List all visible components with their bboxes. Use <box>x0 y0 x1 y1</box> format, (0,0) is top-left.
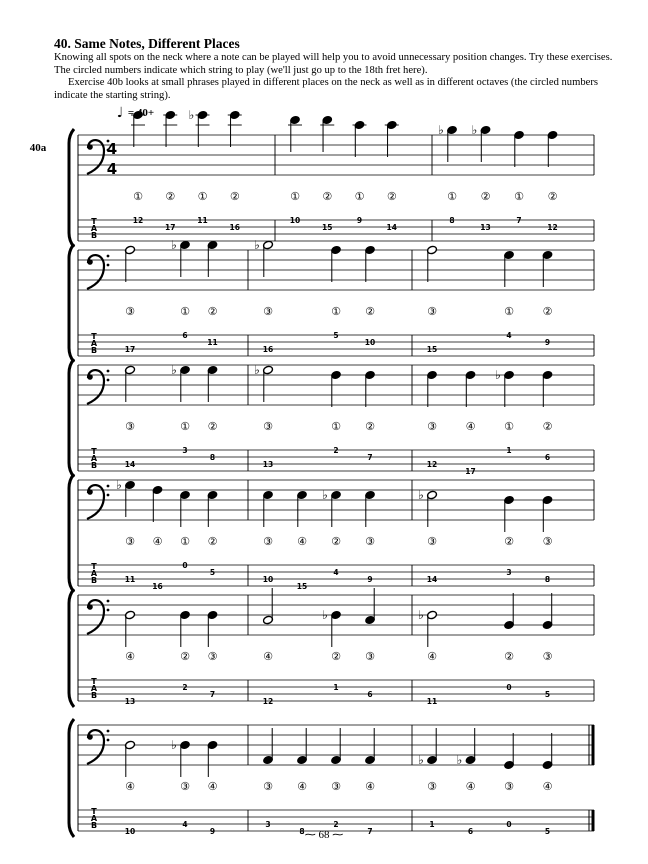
tab-fret-number: 11 <box>197 216 208 225</box>
tab-fret-number: 6 <box>182 331 188 340</box>
tab-fret-number: 15 <box>426 345 438 354</box>
tab-fret-number: 3 <box>182 446 188 455</box>
tab-fret-number: 6 <box>467 827 474 836</box>
string-number: ② <box>365 420 375 433</box>
string-number: ④ <box>207 780 218 793</box>
string-number: ② <box>207 535 218 548</box>
tab-fret-number: 14 <box>386 223 397 232</box>
string-number: ② <box>207 305 218 318</box>
flat-accidental: ♭ <box>254 238 260 252</box>
string-number: ② <box>542 305 553 318</box>
tab-fret-number: 15 <box>322 223 333 232</box>
system-2 <box>69 240 594 362</box>
tab-fret-number: 6 <box>367 690 373 699</box>
tab-clef-letter: T <box>91 217 97 226</box>
system-bracket <box>69 719 74 837</box>
string-number: ① <box>354 190 365 203</box>
tab-fret-number: 10 <box>364 338 376 347</box>
string-number: ③ <box>427 535 437 548</box>
tab-fret-number: 6 <box>544 453 551 462</box>
page-number <box>0 828 648 841</box>
system-bracket <box>69 244 74 362</box>
flat-accidental: ♭ <box>171 738 177 752</box>
tab-fret-number: 12 <box>262 697 274 706</box>
tab-fret-number: 7 <box>367 827 373 836</box>
string-number: ③ <box>504 780 514 793</box>
tab-clef-letter: A <box>90 224 98 233</box>
time-signature-top: 4 <box>106 140 118 158</box>
tab-fret-number: 17 <box>124 345 136 354</box>
string-number: ② <box>480 190 491 203</box>
time-signature-bottom: 4 <box>106 160 118 178</box>
tab-fret-number: 16 <box>229 223 240 232</box>
string-number: ② <box>547 190 558 203</box>
page-ornament-right: ⁓ <box>329 829 344 841</box>
string-number: ① <box>133 190 143 203</box>
tab-clef-letter: B <box>90 691 98 700</box>
bass-clef-dot <box>87 374 93 380</box>
tab-clef-letter: B <box>90 231 98 240</box>
tab-clef-letter: T <box>91 677 97 686</box>
exercise-40b-paragraph-text: Exercise 40b looks at small phrases played in different places on the neck as well as in different octaves (the circled numbers indicate the starting string). <box>54 77 598 101</box>
string-number: ③ <box>180 780 190 793</box>
system-3 <box>69 359 594 477</box>
tab-clef-letter: A <box>90 339 98 348</box>
string-number: ② <box>365 305 375 318</box>
tab-fret-number: 16 <box>262 345 274 354</box>
string-number: ④ <box>465 420 476 433</box>
tab-fret-number: 2 <box>333 446 339 455</box>
tab-fret-number: 17 <box>165 223 176 232</box>
string-number: ③ <box>542 650 553 663</box>
bass-clef-dot <box>107 255 110 258</box>
tab-clef-letter: T <box>91 447 97 456</box>
bass-clef-dot <box>107 485 110 488</box>
tab-fret-number: 9 <box>367 575 373 584</box>
flat-accidental: ♭ <box>322 488 328 502</box>
tab-fret-number: 2 <box>333 820 339 829</box>
system-bracket <box>69 129 74 247</box>
string-number: ③ <box>207 650 218 663</box>
string-number: ② <box>542 420 553 433</box>
bass-clef-dot <box>107 739 110 742</box>
bass-clef-dot <box>107 494 110 497</box>
tab-clef-letter: T <box>91 562 97 571</box>
tab-fret-number: 13 <box>480 223 491 232</box>
tempo-marking: = 40+ <box>127 107 155 119</box>
tab-clef-letter: B <box>90 461 98 470</box>
string-number: ① <box>290 190 300 203</box>
flat-accidental: ♭ <box>171 238 177 252</box>
string-number: ② <box>207 420 218 433</box>
string-number: ② <box>386 190 397 203</box>
tab-clef-letter: T <box>91 332 97 341</box>
tab-fret-number: 17 <box>465 467 476 476</box>
system-6 <box>69 719 594 837</box>
tab-fret-number: 5 <box>544 827 551 836</box>
tab-fret-number: 10 <box>289 216 301 225</box>
tab-fret-number: 7 <box>209 690 216 699</box>
bass-clef-dot <box>107 264 110 267</box>
string-number: ① <box>331 420 341 433</box>
system-5 <box>69 588 594 707</box>
tab-clef-letter: B <box>90 346 98 355</box>
string-number: ② <box>180 650 190 663</box>
tab-fret-number: 11 <box>207 338 218 347</box>
string-number: ③ <box>263 305 273 318</box>
system-bracket <box>69 359 74 477</box>
flat-accidental: ♭ <box>495 368 501 382</box>
string-number: ④ <box>427 650 437 663</box>
tab-fret-number: 0 <box>506 820 512 829</box>
tab-fret-number: 4 <box>506 331 512 340</box>
string-number: ① <box>180 420 190 433</box>
system-bracket <box>69 474 74 592</box>
flat-accidental: ♭ <box>418 753 424 767</box>
string-number: ② <box>331 650 341 663</box>
system-bracket <box>69 589 74 707</box>
bass-clef-dot <box>107 600 110 603</box>
tab-fret-number: 13 <box>262 460 274 469</box>
tab-fret-number: 7 <box>367 453 373 462</box>
exercise-heading: 40. Same Notes, Different Places <box>54 36 240 51</box>
bass-clef-dot <box>87 144 93 150</box>
tab-fret-number: 9 <box>356 216 363 225</box>
exercise-label: 40a <box>29 142 47 154</box>
string-number: ④ <box>125 650 135 663</box>
string-number: ② <box>504 650 514 663</box>
string-number: ② <box>504 535 514 548</box>
tab-fret-number: 13 <box>124 697 136 706</box>
string-number: ④ <box>365 780 375 793</box>
string-number: ③ <box>427 305 437 318</box>
tab-fret-number: 7 <box>516 216 522 225</box>
tab-fret-number: 8 <box>544 575 551 584</box>
string-number: ② <box>165 190 176 203</box>
bass-clef-dot <box>107 609 110 612</box>
bass-clef-dot <box>87 604 93 610</box>
string-number: ③ <box>542 535 553 548</box>
flat-accidental: ♭ <box>188 108 195 122</box>
tab-fret-number: 5 <box>544 690 551 699</box>
flat-accidental: ♭ <box>456 753 463 767</box>
tab-fret-number: 12 <box>547 223 558 232</box>
flat-accidental: ♭ <box>418 608 424 622</box>
tab-fret-number: 1 <box>429 820 435 829</box>
tab-fret-number: 2 <box>182 683 188 692</box>
tab-fret-number: 1 <box>333 683 339 692</box>
tab-fret-number: 8 <box>449 216 455 225</box>
string-number: ③ <box>125 420 135 433</box>
tab-fret-number: 12 <box>426 460 438 469</box>
string-number: ① <box>180 535 190 548</box>
flat-accidental: ♭ <box>116 478 122 492</box>
tempo-note-icon: ♩ <box>116 105 124 121</box>
tab-fret-number: 11 <box>426 697 438 706</box>
string-number: ② <box>322 190 333 203</box>
flat-accidental: ♭ <box>471 123 478 137</box>
tab-fret-number: 5 <box>209 568 216 577</box>
flat-accidental: ♭ <box>438 123 444 137</box>
flat-accidental: ♭ <box>171 363 177 377</box>
string-number: ① <box>504 420 514 433</box>
tab-fret-number: 8 <box>299 827 305 836</box>
string-number: ③ <box>125 535 135 548</box>
bass-clef-dot <box>87 259 93 265</box>
tab-fret-number: 11 <box>124 575 136 584</box>
tab-fret-number: 4 <box>333 568 339 577</box>
string-number: ④ <box>263 650 273 663</box>
string-number: ③ <box>331 780 341 793</box>
tab-clef-letter: A <box>90 569 98 578</box>
bass-clef-dot <box>107 730 110 733</box>
string-number: ③ <box>263 780 273 793</box>
string-number: ① <box>447 190 457 203</box>
system-4 <box>69 474 594 592</box>
tab-clef-letter: T <box>91 807 97 816</box>
tab-fret-number: 14 <box>426 575 438 584</box>
string-number: ③ <box>263 535 273 548</box>
tab-fret-number: 10 <box>124 827 136 836</box>
string-number: ② <box>331 535 341 548</box>
tab-fret-number: 3 <box>265 820 271 829</box>
page-ornament-left: ⁓ <box>304 829 319 841</box>
tab-fret-number: 16 <box>152 582 163 591</box>
string-number: ④ <box>297 780 307 793</box>
tab-fret-number: 10 <box>262 575 274 584</box>
flat-accidental: ♭ <box>418 488 424 502</box>
tab-fret-number: 3 <box>506 568 512 577</box>
string-number: ③ <box>427 780 437 793</box>
tab-fret-number: 8 <box>209 453 216 462</box>
string-number: ① <box>514 190 524 203</box>
bass-clef-dot <box>107 370 110 373</box>
page-number-value: 68 <box>318 829 330 841</box>
tab-fret-number: 1 <box>506 446 512 455</box>
tab-clef-letter: B <box>90 821 98 830</box>
tab-fret-number: 15 <box>296 582 308 591</box>
string-number: ① <box>180 305 190 318</box>
flat-accidental: ♭ <box>322 608 328 622</box>
string-number: ④ <box>297 535 307 548</box>
string-number: ③ <box>263 420 273 433</box>
flat-accidental: ♭ <box>254 363 260 377</box>
string-number: ④ <box>542 780 553 793</box>
string-number: ③ <box>365 535 375 548</box>
tab-clef-letter: A <box>90 814 98 823</box>
tab-clef-letter: A <box>90 454 98 463</box>
string-number: ① <box>197 190 208 203</box>
tab-fret-number: 9 <box>544 338 551 347</box>
string-number: ④ <box>152 535 163 548</box>
tab-fret-number: 4 <box>182 820 188 829</box>
tab-fret-number: 14 <box>124 460 136 469</box>
intro-paragraph: Knowing all spots on the neck where a note can be played will help you to avoid unnecessary position changes. Try these exercises. The circled numbers indicate which string to play (we'll just go up to the 18th fret here). <box>54 52 613 76</box>
string-number: ④ <box>465 780 476 793</box>
tab-fret-number: 12 <box>132 216 144 225</box>
bass-clef-dot <box>107 379 110 382</box>
string-number: ④ <box>125 780 135 793</box>
string-number: ③ <box>427 420 437 433</box>
bass-clef-dot <box>87 489 93 495</box>
string-number: ② <box>229 190 240 203</box>
string-number: ③ <box>125 305 135 318</box>
tab-fret-number: 0 <box>182 561 188 570</box>
tab-fret-number: 0 <box>506 683 512 692</box>
tab-clef-letter: B <box>90 576 98 585</box>
string-number: ① <box>331 305 341 318</box>
tab-fret-number: 5 <box>333 331 339 340</box>
string-number: ③ <box>365 650 375 663</box>
tab-fret-number: 9 <box>209 827 216 836</box>
tab-clef-letter: A <box>90 684 98 693</box>
string-number: ① <box>504 305 514 318</box>
bass-clef-dot <box>87 734 93 740</box>
